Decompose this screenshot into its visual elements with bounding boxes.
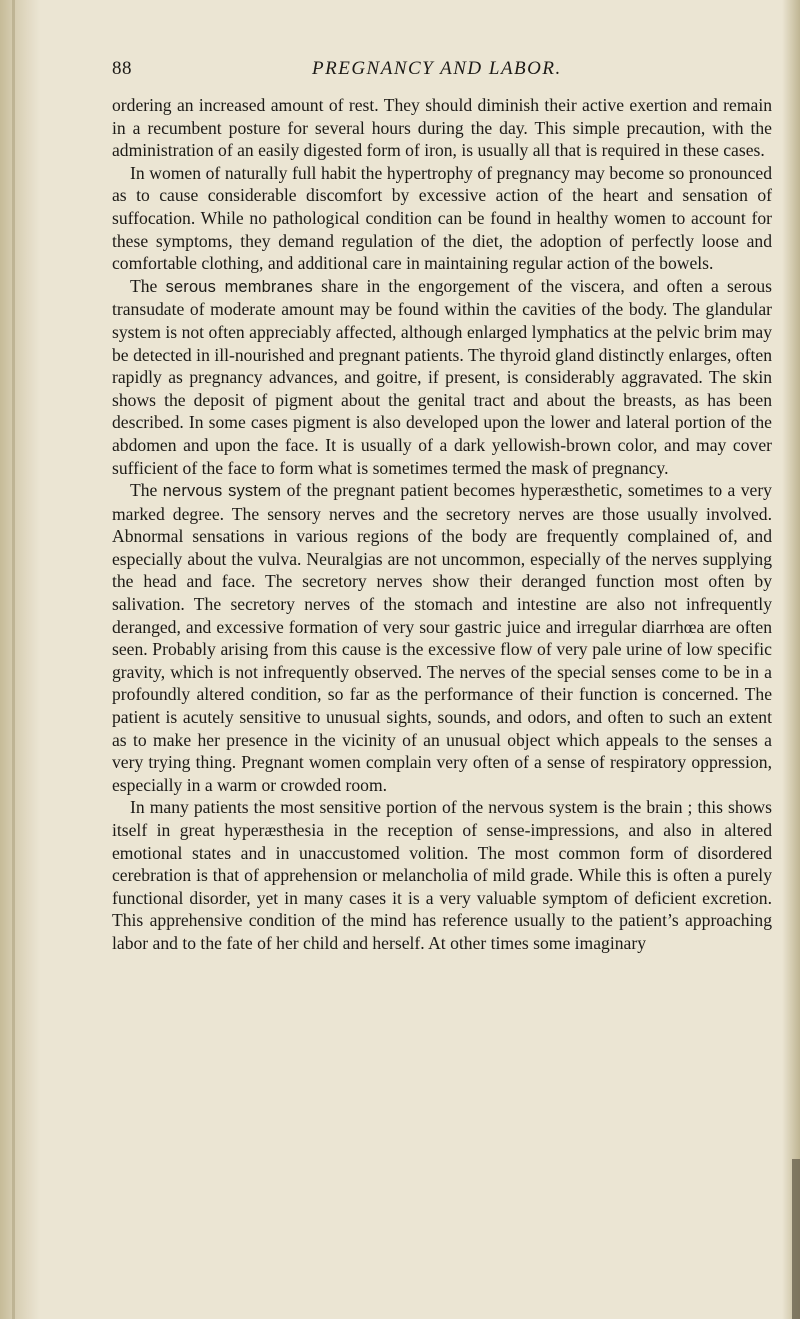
paragraph-5-text: In many patients the most sensitive portion of the nervous system is the brain ; this shows itself in great hyperæsthesia in the reception of sense-impressions, and also in altered emotional states and in unaccustomed volition. The most common form of disordered cerebration is that of apprehension or melancholia of mild grade. While this is often a purely functional disorder, yet in many cases it is a very valuable symptom of deficient excretion. This apprehensive condition of the mind has reference usually to the patient’s approaching labor and to the fate of her child and herself. At other times some imaginary xyxy=(112,797,772,953)
running-title: PREGNANCY AND LABOR. xyxy=(312,58,562,79)
paragraph-2-text: In women of naturally full habit the hypertrophy of pregnancy may become so pronounced as to cause considerable discomfort by excessive action of the heart and sensation of suffocation. While no pathological condition can be found in healthy women to account for these symptoms, they demand regulation of the diet, the adoption of perfectly loose and comfortable clothing, and additional care in maintaining regular action of the bowels. xyxy=(112,162,772,274)
paragraph-4-text: of the pregnant patient becomes hyperæsthetic, sometimes to a very marked degree. The sensory nerves and the secretory nerves are those usually involved. Abnormal sensations in various regions of the body are frequently complained of, and especially about the vulva. Neuralgias are not uncommon, especially of the nerves supplying the head and face. The secretory nerves show their deranged function most often by salivation. The secretory nerves of the stomach and intestine are also not infrequently deranged, and excessive formation of very sour gastric juice and irregular diarrhœa are often seen. Probably arising from this cause is the excessive flow of very pale urine of low specific gravity, which is not infrequently observed. The nerves of the special senses come to be in a profoundly altered condition, so far as the performance of their function is concerned. The patient is acutely sensitive to unusual sights, sounds, and odors, and often to such an extent as to make her presence in the vicinity of an unusual object which appeals to the senses a very trying thing. Pregnant women complain very often of a sense of respiratory oppression, especially in a warm or crowded room. xyxy=(112,480,772,795)
scan-corner-shadow xyxy=(792,1159,800,1319)
paragraph-3-term: serous membranes xyxy=(165,277,313,296)
paragraph-3-text: share in the engorgement of the viscera, and often a serous transudate of moderate amount may be found within the cavities of the body. The glandular system is not often appreciably affected, although enlarged lymphatics at the pelvic brim may be detected in ill-nourished and pregnant patients. The thyroid gland distinctly enlarges, often rapidly as pregnancy advances, and goitre, if present, is considerably aggravated. The skin shows the deposit of pigment about the genital tract and about the breasts, as has been described. In some cases pigment is also developed upon the lower and lateral portion of the abdomen and upon the face. It is usually of a dark yellowish-brown color, and may cover sufficient of the face to form what is sometimes termed the mask of pregnancy. xyxy=(112,275,772,478)
paragraph-4-lead: The xyxy=(130,480,163,501)
paragraph-4-term: nervous system xyxy=(162,482,282,501)
running-head xyxy=(112,58,772,94)
paragraph-5 xyxy=(112,796,772,954)
paragraph-1 xyxy=(112,94,772,162)
scan-binding-edge xyxy=(12,0,15,1319)
page-number: 88 xyxy=(112,58,132,79)
scan-shadow-left xyxy=(0,0,40,1319)
paragraph-4 xyxy=(112,479,772,796)
scan-shadow-right xyxy=(782,0,800,1319)
paragraph-3-lead: The xyxy=(130,275,166,296)
paragraph-3 xyxy=(112,275,772,479)
body-text xyxy=(112,94,772,955)
paragraph-1-text: ordering an increased amount of rest. They should diminish their active exertion and remain in a recumbent posture for several hours during the day. This simple precaution, with the administration of an easily digested form of iron, is usually all that is required in these cases. xyxy=(112,95,772,161)
paragraph-2 xyxy=(112,162,772,275)
book-page xyxy=(112,58,772,955)
